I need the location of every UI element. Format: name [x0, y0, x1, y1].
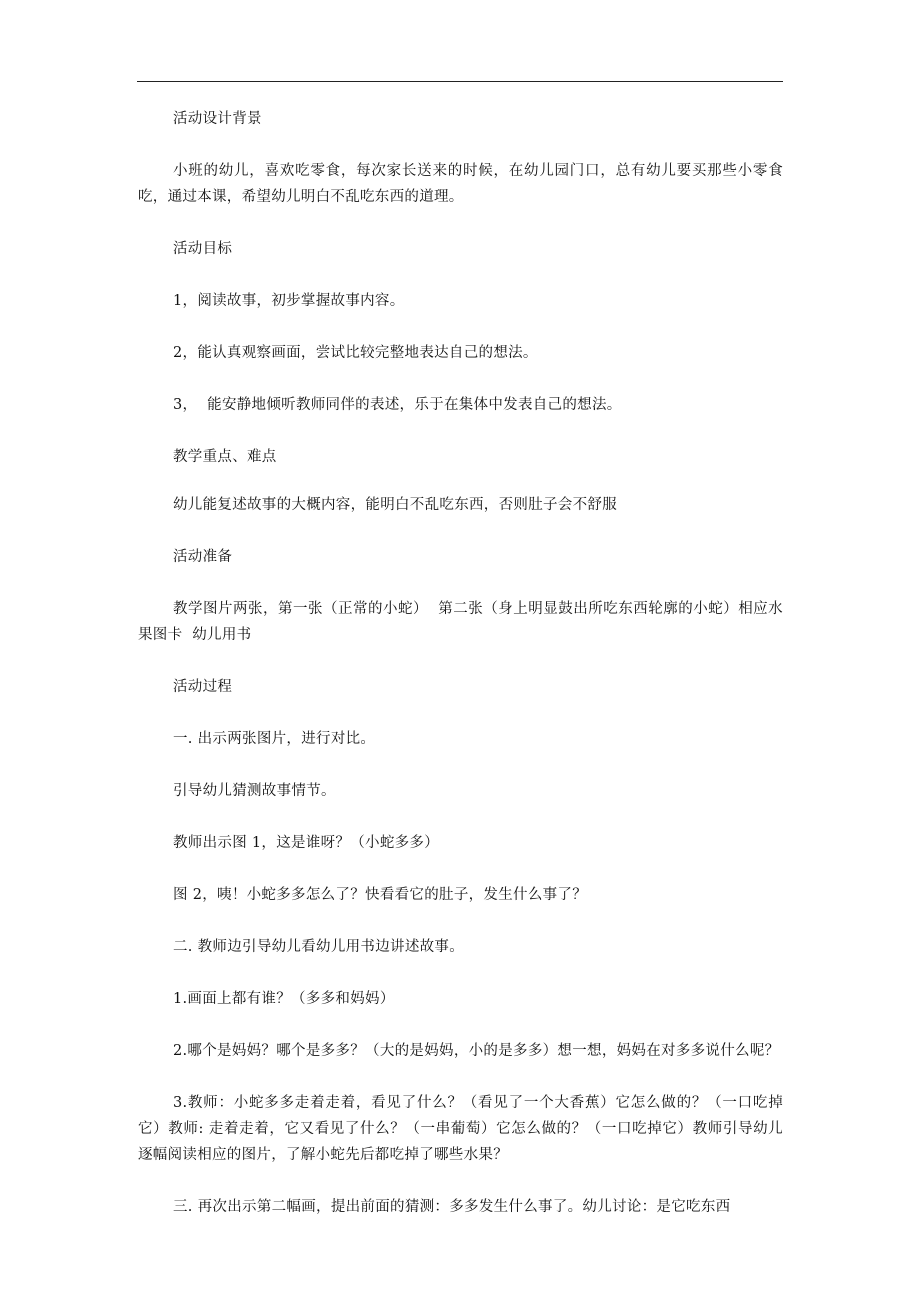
- paragraph-background: 小班的幼儿，喜欢吃零食，每次家长送来的时候，在幼儿园门口，总有幼儿要买那些小零食吃，通过本课，希望幼儿明白不乱吃东西的道理。: [138, 163, 783, 205]
- paragraph-preparation: 教学图片两张，第一张（正常的小蛇） 第二张（身上明显鼓出所吃东西轮廓的小蛇）相应水果图卡 幼儿用书: [138, 601, 783, 643]
- process-step-1-image-2: 图 2，咦！小蛇多多怎么了？快看看它的肚子，发生什么事了？: [173, 887, 588, 903]
- process-step-1-guide: 引导幼儿猜测故事情节。: [173, 783, 336, 799]
- paragraph-key-points: 幼儿能复述故事的大概内容，能明白不乱吃东西，否则肚子会不舒服: [173, 497, 617, 513]
- section-heading-goals: 活动目标: [173, 241, 233, 257]
- process-step-2-q1: 1.画面上都有谁？（多多和妈妈）: [173, 991, 395, 1007]
- process-step-1: 一. 出示两张图片，进行对比。: [173, 731, 376, 747]
- process-step-2-q2: 2.哪个是妈妈？哪个是多多？（大的是妈妈，小的是多多）想一想，妈妈在对多多说什么呢？: [173, 1043, 780, 1059]
- process-step-2-q3: 3.教师：小蛇多多走着走着，看见了什么？（看见了一个大香蕉）它怎么做的？（一口吃掉它）教师: 走着走着，它又看见了什么？（一串葡萄）它怎么做的？（一口吃掉它）教师引导幼儿逐幅阅读相应的图片，了解小蛇先后都吃掉了哪些水果？: [138, 1095, 783, 1163]
- process-step-2: 二. 教师边引导幼儿看幼儿用书边讲述故事。: [173, 939, 465, 955]
- goal-item-1: 1，阅读故事，初步掌握故事内容。: [173, 293, 405, 309]
- document-body: [138, 106, 783, 1220]
- process-step-1-image-1: 教师出示图 1，这是谁呀？（小蛇多多）: [173, 835, 440, 851]
- section-heading-key-points: 教学重点、难点: [173, 449, 277, 465]
- goal-item-3: 3， 能安静地倾听教师同伴的表述，乐于在集体中发表自己的想法。: [173, 397, 622, 413]
- section-heading-preparation: 活动准备: [173, 549, 233, 565]
- header-rule: [137, 81, 783, 82]
- section-heading-background: 活动设计背景: [173, 111, 262, 127]
- process-step-3: 三. 再次出示第二幅画，提出前面的猜测：多多发生什么事了。幼儿讨论：是它吃东西: [173, 1199, 731, 1215]
- goal-item-2: 2，能认真观察画面，尝试比较完整地表达自己的想法。: [173, 345, 538, 361]
- section-heading-process: 活动过程: [173, 679, 233, 695]
